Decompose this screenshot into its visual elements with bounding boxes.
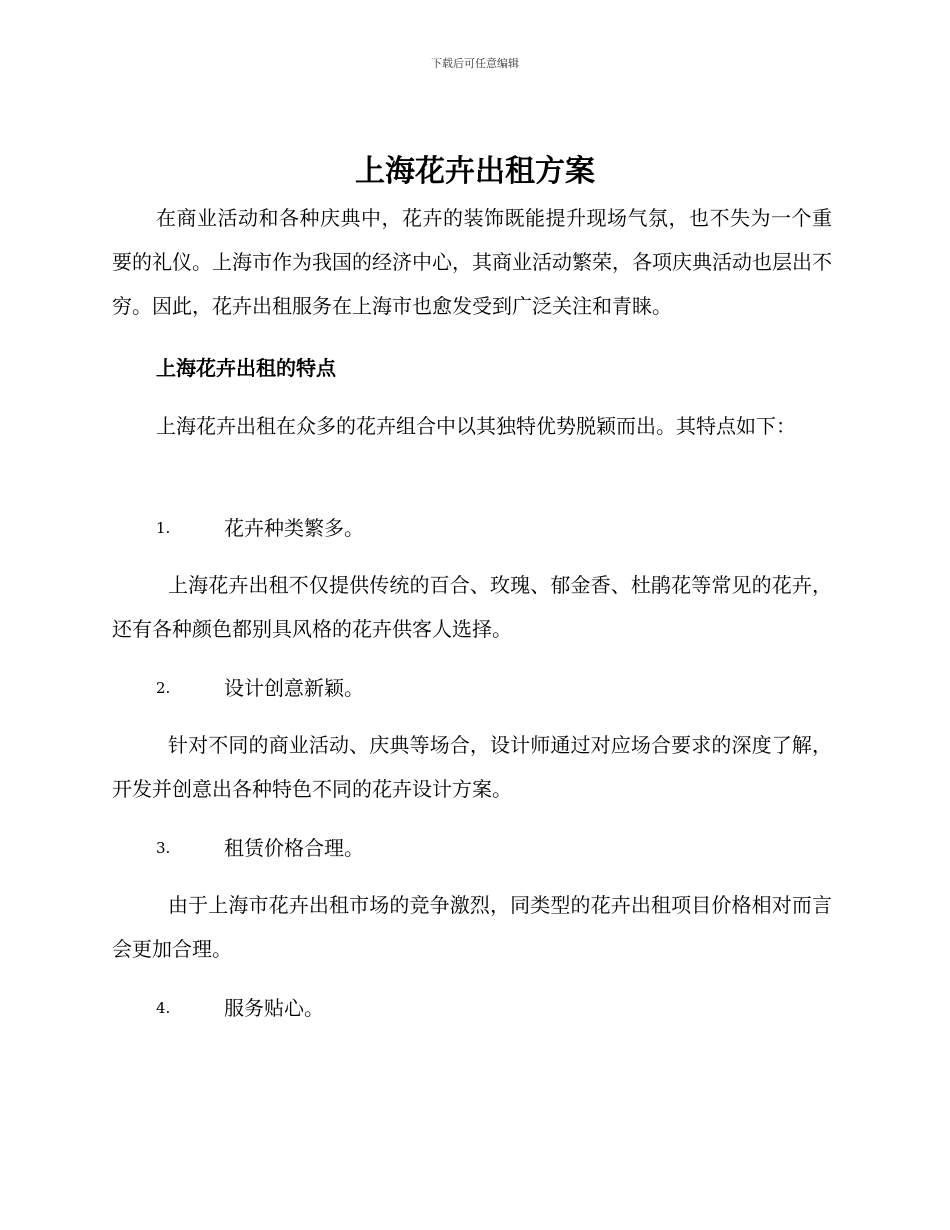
section-intro-paragraph: 上海花卉出租在众多的花卉组合中以其独特优势脱颖而出。其特点如下： <box>156 414 796 438</box>
section-heading: 上海花卉出租的特点 <box>156 356 336 380</box>
list-item-title: 租赁价格合理。 <box>224 836 364 860</box>
list-item-title: 花卉种类繁多。 <box>224 516 364 540</box>
list-number: 2. <box>156 679 171 697</box>
list-item-title: 服务贴心。 <box>224 996 324 1020</box>
list-item-description: 针对不同的商业活动、庆典等场合，设计师通过对应场合要求的深度了解，开发并创意出各种特色不同的花卉设计方案。 <box>112 733 832 801</box>
list-item-description: 由于上海市花卉出租市场的竞争激烈，同类型的花卉出租项目价格相对而言会更加合理。 <box>112 893 832 961</box>
header-note: 下载后可任意编辑 <box>431 57 519 70</box>
list-item-description: 上海花卉出租不仅提供传统的百合、玫瑰、郁金香、杜鹃花等常见的花卉，还有各种颜色都别具风格的花卉供客人选择。 <box>112 573 832 641</box>
list-number: 3. <box>156 839 171 857</box>
list-item-title: 设计创意新颖。 <box>224 676 364 700</box>
intro-paragraph: 在商业活动和各种庆典中，花卉的装饰既能提升现场气氛，也不失为一个重要的礼仪。上海市作为我国的经济中心，其商业活动繁荣，各项庆典活动也层出不穷。因此，花卉出租服务在上海市也愈发受到广泛关注和青睐。 <box>112 206 832 318</box>
list-number: 4. <box>156 999 171 1017</box>
document-title: 上海花卉出租方案 <box>355 154 595 189</box>
list-number: 1. <box>156 519 171 537</box>
